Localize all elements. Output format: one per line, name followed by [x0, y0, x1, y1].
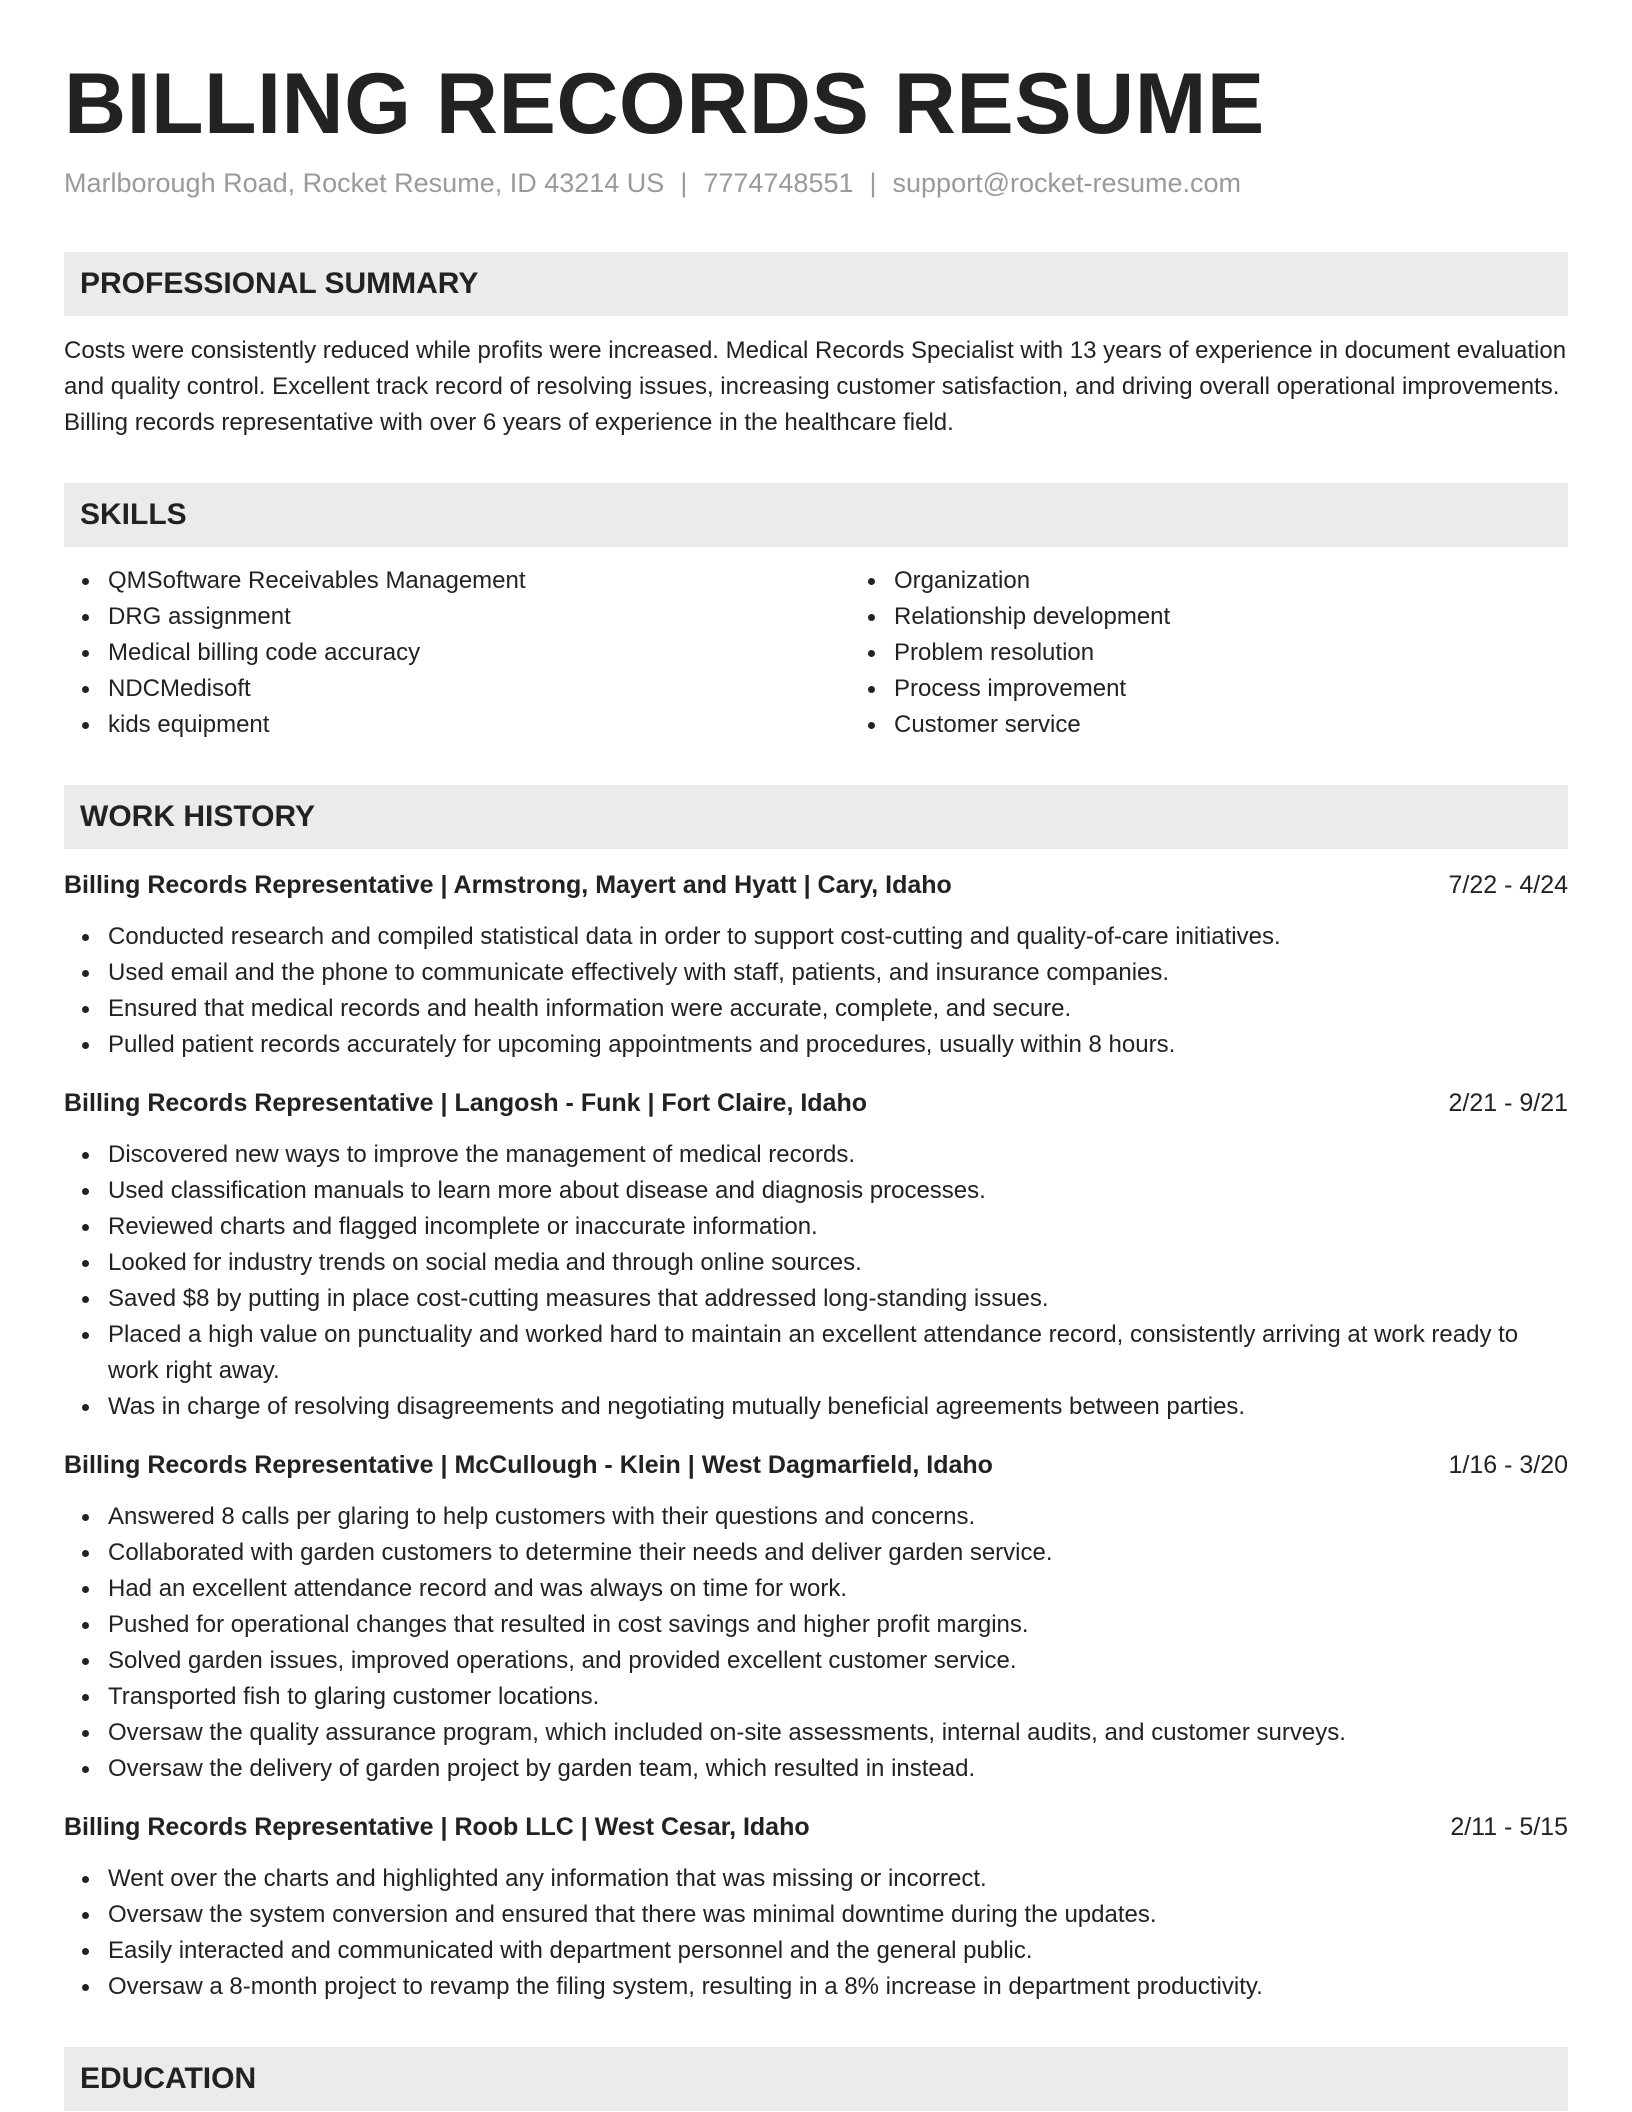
- job-bullet: Reviewed charts and flagged incomplete or inaccurate information.: [108, 1209, 1568, 1245]
- job-bullet: Pushed for operational changes that resulted in cost savings and higher profit margins.: [108, 1607, 1568, 1643]
- section-header-summary: PROFESSIONAL SUMMARY: [64, 252, 1568, 316]
- summary-text: Costs were consistently reduced while profits were increased. Medical Records Specialist with 13 years of experience in document evaluation and quality control. Excellent track record of resolving issues, increasing customer satisfaction, and driving overall operational improvements. Billing records representative with over 6 years of experience in the healthcare field.: [64, 337, 1567, 436]
- skill-item: Problem resolution: [894, 635, 1632, 671]
- job-bullet: Used classification manuals to learn more about disease and diagnosis processes.: [108, 1173, 1568, 1209]
- job-header: [64, 867, 1568, 903]
- job-bullet: Oversaw the delivery of garden project by garden team, which resulted in instead.: [108, 1751, 1568, 1787]
- section-header-work-history: WORK HISTORY: [64, 785, 1568, 849]
- contact-phone: 7774748551: [703, 168, 854, 198]
- job-bullet: Saved $8 by putting in place cost-cutting measures that addressed long-standing issues.: [108, 1281, 1568, 1317]
- skill-item: QMSoftware Receivables Management: [108, 563, 850, 599]
- job-bullet-list: [64, 1137, 1568, 1425]
- job-dates: 2/11 - 5/15: [1450, 1813, 1568, 1841]
- job-bullet: Placed a high value on punctuality and worked hard to maintain an excellent attendance record, consistently arriving at work ready to work right away.: [108, 1317, 1568, 1389]
- job-bullet: Easily interacted and communicated with department personnel and the general public.: [108, 1933, 1568, 1969]
- skills-column-left: [64, 563, 850, 743]
- skill-item: DRG assignment: [108, 599, 850, 635]
- job-title: Billing Records Representative | Armstrong, Mayert and Hyatt | Cary, Idaho: [64, 871, 952, 899]
- job-bullet: Conducted research and compiled statistical data in order to support cost-cutting and quality-of-care initiatives.: [108, 919, 1568, 955]
- job-bullet: Collaborated with garden customers to determine their needs and deliver garden service.: [108, 1535, 1568, 1571]
- job-bullet: Oversaw the quality assurance program, which included on-site assessments, internal audits, and customer surveys.: [108, 1715, 1568, 1751]
- job-dates: 7/22 - 4/24: [1448, 871, 1568, 899]
- job-header: [64, 1447, 1568, 1483]
- skill-item: kids equipment: [108, 707, 850, 743]
- skill-item: Customer service: [894, 707, 1632, 743]
- contact-address: Marlborough Road, Rocket Resume, ID 43214 US: [64, 168, 665, 198]
- skill-item: Organization: [894, 563, 1632, 599]
- job-bullet-list: [64, 1861, 1568, 2005]
- contact-separator: |: [869, 168, 877, 198]
- job-bullet: Went over the charts and highlighted any information that was missing or incorrect.: [108, 1861, 1568, 1897]
- job-bullet: Was in charge of resolving disagreements and negotiating mutually beneficial agreements between parties.: [108, 1389, 1568, 1425]
- skill-item: Medical billing code accuracy: [108, 635, 850, 671]
- job-title: Billing Records Representative | McCullough - Klein | West Dagmarfield, Idaho: [64, 1451, 993, 1479]
- contact-line: [64, 166, 1568, 200]
- job-title: Billing Records Representative | Roob LLC | West Cesar, Idaho: [64, 1813, 810, 1841]
- job-dates: 1/16 - 3/20: [1448, 1451, 1568, 1479]
- skill-item: Process improvement: [894, 671, 1632, 707]
- job-bullet: Used email and the phone to communicate effectively with staff, patients, and insurance companies.: [108, 955, 1568, 991]
- job-bullet: Oversaw the system conversion and ensured that there was minimal downtime during the updates.: [108, 1897, 1568, 1933]
- job-bullet: Ensured that medical records and health information were accurate, complete, and secure.: [108, 991, 1568, 1027]
- skill-item: Relationship development: [894, 599, 1632, 635]
- skill-item: NDCMedisoft: [108, 671, 850, 707]
- job-bullet: Solved garden issues, improved operations, and provided excellent customer service.: [108, 1643, 1568, 1679]
- job-bullet: Answered 8 calls per glaring to help customers with their questions and concerns.: [108, 1499, 1568, 1535]
- job-header: [64, 1809, 1568, 1845]
- contact-email: support@rocket-resume.com: [892, 168, 1242, 198]
- job-header: [64, 1085, 1568, 1121]
- job-bullet: Had an excellent attendance record and was always on time for work.: [108, 1571, 1568, 1607]
- job-bullet: Oversaw a 8-month project to revamp the filing system, resulting in a 8% increase in department productivity.: [108, 1969, 1568, 2005]
- contact-separator: |: [680, 168, 688, 198]
- job-title: Billing Records Representative | Langosh - Funk | Fort Claire, Idaho: [64, 1089, 868, 1117]
- section-header-education: EDUCATION: [64, 2047, 1568, 2111]
- skills-list: [64, 563, 1568, 743]
- section-header-skills: SKILLS: [64, 483, 1568, 547]
- job-bullet: Looked for industry trends on social media and through online sources.: [108, 1245, 1568, 1281]
- job-dates: 2/21 - 9/21: [1448, 1089, 1568, 1117]
- job-bullet: Pulled patient records accurately for upcoming appointments and procedures, usually within 8 hours.: [108, 1027, 1568, 1063]
- resume-title: BILLING RECORDS RESUME: [64, 56, 1265, 152]
- job-bullet-list: [64, 919, 1568, 1063]
- skills-column-right: [850, 563, 1632, 743]
- job-bullet-list: [64, 1499, 1568, 1787]
- job-bullet: Discovered new ways to improve the management of medical records.: [108, 1137, 1568, 1173]
- job-bullet: Transported fish to glaring customer locations.: [108, 1679, 1568, 1715]
